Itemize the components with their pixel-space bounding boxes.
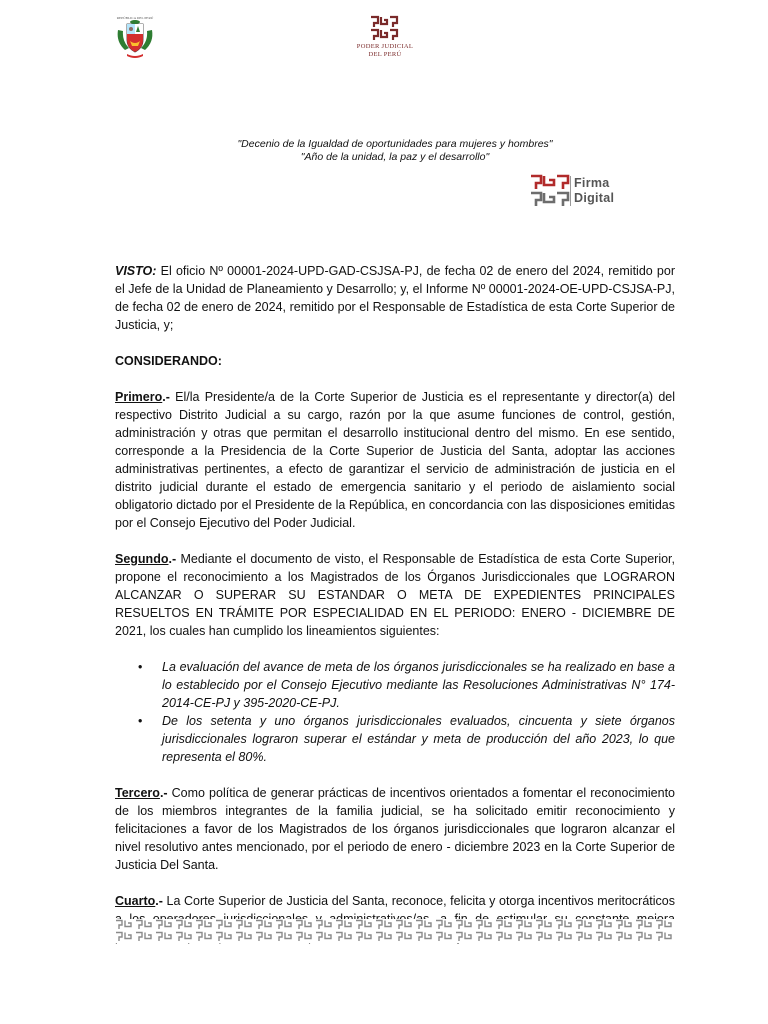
cuarto-text: La Corte Superior de Justicia del Santa, reconoce, felicita y otorga incentivos meritocráticos	[166, 894, 675, 908]
visto-label: VISTO:	[115, 264, 157, 278]
document-header	[0, 14, 768, 64]
peru-coat-of-arms-icon	[113, 14, 157, 60]
firma-digital-icon	[530, 174, 570, 208]
svg-text:REPÚBLICA DEL PERÚ: REPÚBLICA DEL PERÚ	[116, 16, 154, 20]
segundo-bullet-list	[115, 658, 675, 766]
bullet-text: De los setenta y uno órganos jurisdiccionales evaluados, cincuenta y siete órganos jurisdiccionales lograron superar el estándar y meta de producción del año 2023, lo que representa el 80%.	[162, 714, 675, 764]
considerando-heading: CONSIDERANDO:	[115, 354, 222, 368]
decenio-line2: "Año de la unidad, la paz y el desarrollo"	[300, 151, 490, 163]
bullet-icon: •	[138, 714, 143, 728]
tercero-suffix: .-	[159, 786, 168, 800]
cuarto-label: Cuarto	[115, 894, 156, 908]
document-body	[115, 262, 675, 946]
firma-divider	[570, 176, 571, 206]
pj-logo-line2: DEL PERÚ	[368, 50, 402, 58]
cuarto-suffix: .-	[155, 894, 163, 908]
list-item	[115, 712, 675, 766]
firma-line1: Firma	[574, 176, 610, 190]
decenio-line1: "Decenio de la Igualdad de oportunidades para mujeres y hombres"	[237, 138, 553, 150]
decenio-motto	[0, 138, 768, 164]
firma-digital-badge	[530, 174, 640, 210]
tercero-label: Tercero	[115, 786, 160, 800]
poder-judicial-logo-icon	[369, 15, 401, 43]
firma-label	[574, 176, 614, 206]
poder-judicial-logo	[355, 15, 415, 65]
bullet-icon: •	[138, 660, 143, 674]
segundo-suffix: .-	[168, 552, 177, 566]
segundo-text: Mediante el documento de visto, el Responsable de Estadística de esta Corte Superior, propone el reconocimiento a los Magistrados de los Órganos Jurisdiccionales que LOGRARON ALCANZAR O SUPERAR SU ESTANDAR O META DE EXPEDIENTES PRINCIPALES RESUELTOS EN TRÁMITE POR ESPECIALIDAD EN EL PERIODO: ENERO - DICIEMBRE DE 2021, los cuales han cumplido los lineamientos siguientes:	[115, 552, 675, 638]
primero-paragraph	[115, 388, 675, 532]
visto-text: El oficio Nº 00001-2024-UPD-GAD-CSJSA-PJ, de fecha 02 de enero del 2024, remitido por el Jefe de la Unidad de Planeamiento y Desarrollo; y, el Informe Nº 00001-2024-OE-UPD-CSJSA-PJ, de fecha 02 de enero de 2024, remitido por el Responsable de Estadística de esta Corte Superior de Justicia, y;	[115, 264, 675, 332]
primero-text: El/la Presidente/a de la Corte Superior de Justicia es el representante y director(a) del respectivo Distrito Judicial a su cargo, razón por la que asume funciones de control, gestión, administración y otras que permitan el desarrollo institucional dentro del mismo. En ese sentido, corresponde a la Presidencia de la Corte Superior de Justicia del Santa, adoptar las acciones administrativas pertinentes, a efecto de garantizar el servicio de administración de justicia en el distrito judicial durante el estado de emergencia sanitario y el periodo de aislamiento social obligatorio dictado por el Presidente de la República, en concordancia con las disposiciones emitidas por el Consejo Ejecutivo del Poder Judicial.	[115, 390, 675, 530]
segundo-label: Segundo	[115, 552, 169, 566]
firma-line2: Digital	[574, 191, 615, 205]
bullet-text: La evaluación del avance de meta de los órganos jurisdiccionales se ha realizado en base a lo establecido por el Consejo Ejecutivo mediante las Resoluciones Administrativas N° 174-2014-CE-PJ y 395-2020-CE-PJ.	[162, 660, 675, 710]
primero-label: Primero	[115, 390, 163, 404]
list-item	[115, 658, 675, 712]
pj-logo-line1: PODER JUDICIAL	[356, 43, 414, 50]
pj-pattern-icon	[115, 919, 675, 943]
tercero-text: Como política de generar prácticas de incentivos orientados a fomentar el reconocimiento de los miembros integrantes de la familia judicial, se ha solicitado emitir reconocimiento y felicitaciones a favor de los Magistrados de los órganos jurisdiccionales que lograron alcanzar el nivel resolutivo antes mencionado, por el periodo de enero - diciembre 2023 en la Corte Superior de Justicia Del Santa.	[115, 786, 675, 872]
primero-suffix: .-	[162, 390, 170, 404]
visto-paragraph	[115, 262, 675, 334]
tercero-paragraph	[115, 784, 675, 874]
footer-pattern	[115, 919, 675, 943]
segundo-paragraph	[115, 550, 675, 640]
